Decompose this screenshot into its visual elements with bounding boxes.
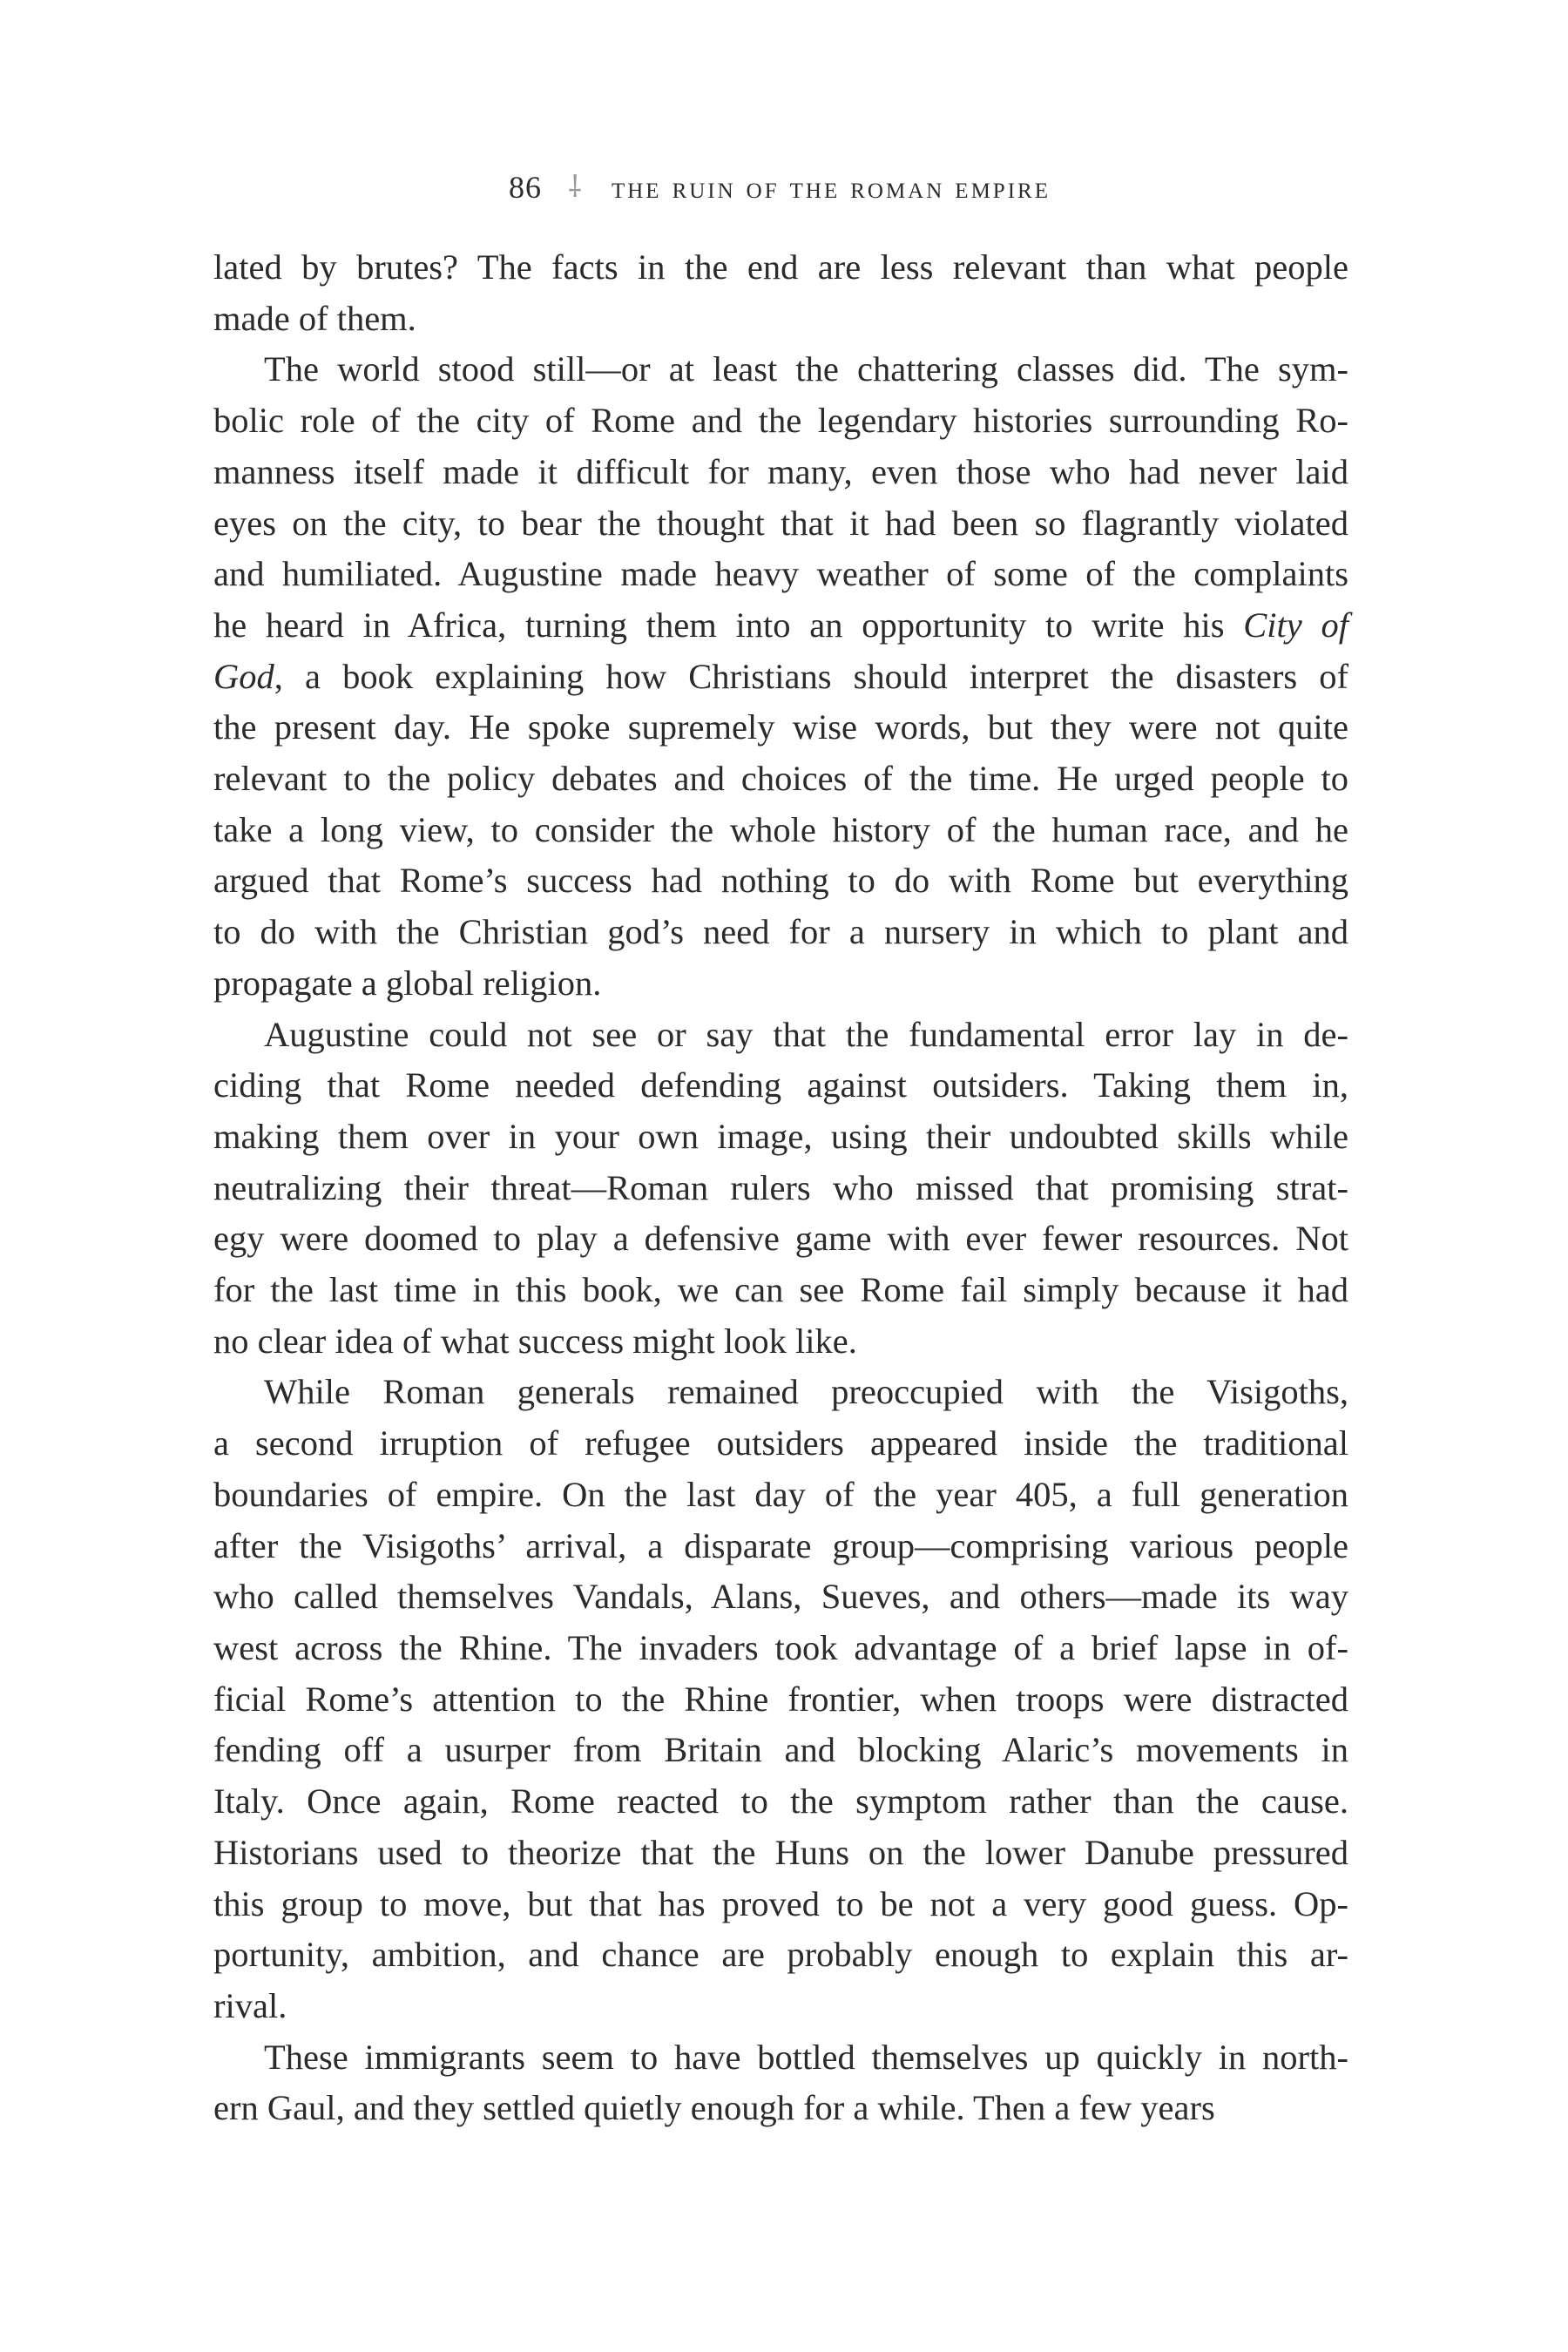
text-segment: While Roman generals remained preoccupied with the Visigoths,	[264, 1372, 1348, 1412]
text-segment: after the Visigoths’ arrival, a disparate group—comprising various people	[213, 1525, 1348, 1565]
text-segment: take a long view, to consider the whole history of the human race, and he	[213, 809, 1348, 849]
text-segment: who called themselves Vandals, Alans, Sueves, and others—made its way	[213, 1577, 1348, 1617]
text-line	[213, 549, 1348, 600]
text-segment: manness itself made it difficult for many, even those who had never laid	[213, 451, 1348, 491]
text-segment: neutralizing their threat—Roman rulers who missed that promising strat-	[213, 1167, 1348, 1207]
text-segment: bolic role of the city of Rome and the legendary histories surrounding Ro-	[213, 401, 1348, 441]
text-line	[213, 447, 1348, 498]
text-line	[213, 1470, 1348, 1521]
paragraph	[213, 242, 1348, 344]
text-segment: ficial Rome’s attention to the Rhine frontier, when troops were distracted	[213, 1679, 1348, 1719]
text-segment: a second irruption of refugee outsiders appeared inside the traditional	[213, 1423, 1348, 1463]
page-number: 86	[509, 170, 543, 205]
text-segment: Historians used to theorize that the Huns on the lower Danube pressured	[213, 1832, 1348, 1872]
text-line	[213, 1776, 1348, 1828]
ornament-icon: ⸸	[568, 172, 584, 204]
text-line	[213, 855, 1348, 907]
text-segment: These immigrants seem to have bottled themselves up quickly in north-	[264, 2037, 1348, 2077]
text-line	[213, 1725, 1348, 1776]
running-title: the ruin of the roman empire	[611, 170, 1051, 205]
text-segment: the present day. He spoke supremely wise words, but they were not quite	[213, 707, 1348, 747]
text-segment: rival.	[213, 1985, 287, 2025]
text-segment: ern Gaul, and they settled quietly enough for a while. Then a few years	[213, 2088, 1215, 2128]
text-line	[213, 1060, 1348, 1112]
text-line	[213, 805, 1348, 856]
text-segment: Augustine could not see or say that the fundamental error lay in de-	[264, 1014, 1348, 1054]
text-segment: Italy. Once again, Rome reacted to the symptom rather than the cause.	[213, 1781, 1348, 1821]
text-line	[213, 1930, 1348, 1981]
text-segment: for the last time in this book, we can see Rome fail simply because it had	[213, 1270, 1348, 1310]
paragraph	[213, 1367, 1348, 2031]
text-line	[213, 600, 1348, 652]
text-line	[213, 1571, 1348, 1623]
text-line	[213, 1010, 1348, 1061]
running-head	[213, 166, 1346, 210]
text-segment: relevant to the policy debates and choices of the time. He urged people to	[213, 759, 1348, 799]
text-segment: and humiliated. Augustine made heavy weather of some of the complaints	[213, 554, 1348, 594]
text-line	[213, 1163, 1348, 1214]
text-line	[213, 702, 1348, 754]
text-line	[213, 754, 1348, 805]
text-segment: propagate a global religion.	[213, 963, 602, 1003]
text-line	[213, 1213, 1348, 1265]
text-line	[213, 1623, 1348, 1674]
text-line	[213, 1418, 1348, 1470]
text-segment: eyes on the city, to bear the thought that it had been so flagrantly violated	[213, 503, 1348, 543]
text-segment: no clear idea of what success might look like.	[213, 1321, 857, 1361]
text-segment: making them over in your own image, using their undoubted skills while	[213, 1116, 1348, 1156]
text-line	[213, 1828, 1348, 1879]
text-line	[213, 1112, 1348, 1163]
text-segment: west across the Rhine. The invaders took advantage of a brief lapse in of-	[213, 1627, 1348, 1667]
text-line	[213, 652, 1348, 703]
text-line	[213, 907, 1348, 958]
text-segment: egy were doomed to play a defensive game with ever fewer resources. Not	[213, 1219, 1348, 1259]
text-line	[213, 1316, 1348, 1368]
paragraph	[213, 1010, 1348, 1368]
paragraph	[213, 2032, 1348, 2134]
text-line	[213, 498, 1348, 550]
text-line	[213, 395, 1348, 447]
text-line	[213, 1367, 1348, 1418]
paragraph	[213, 344, 1348, 1009]
text-line	[213, 958, 1348, 1010]
text-line	[213, 2032, 1348, 2084]
text-segment: boundaries of empire. On the last day of the year 405, a full generation	[213, 1474, 1348, 1514]
text-line	[213, 1265, 1348, 1316]
text-line	[213, 242, 1348, 294]
text-line	[213, 294, 1348, 345]
text-segment: made of them.	[213, 298, 416, 338]
text-segment: this group to move, but that has proved to be not a very good guess. Op-	[213, 1883, 1348, 1923]
text-segment: , a book explaining how Christians should interpret the disasters of	[274, 656, 1348, 696]
text-segment: argued that Rome’s success had nothing to do with Rome but everything	[213, 861, 1348, 901]
text-line	[213, 2083, 1348, 2134]
text-line	[213, 1981, 1348, 2032]
text-line	[213, 1674, 1348, 1726]
text-segment: he heard in Africa, turning them into an opportunity to write his	[213, 605, 1244, 645]
book-title-italic: God	[213, 656, 274, 696]
text-line	[213, 1521, 1348, 1572]
text-line	[213, 344, 1348, 395]
text-segment: portunity, ambition, and chance are probably enough to explain this ar-	[213, 1935, 1348, 1975]
text-segment: fending off a usurper from Britain and blocking Alaric’s movements in	[213, 1730, 1348, 1770]
text-segment: to do with the Christian god’s need for a nursery in which to plant and	[213, 912, 1348, 952]
text-segment: lated by brutes? The facts in the end are less relevant than what people	[213, 247, 1348, 287]
text-line	[213, 1879, 1348, 1930]
text-segment: The world stood still—or at least the chattering classes did. The sym-	[264, 349, 1348, 389]
text-segment: ciding that Rome needed defending against outsiders. Taking them in,	[213, 1065, 1348, 1105]
body-text	[213, 242, 1348, 2134]
book-title-italic: City of	[1243, 605, 1348, 645]
